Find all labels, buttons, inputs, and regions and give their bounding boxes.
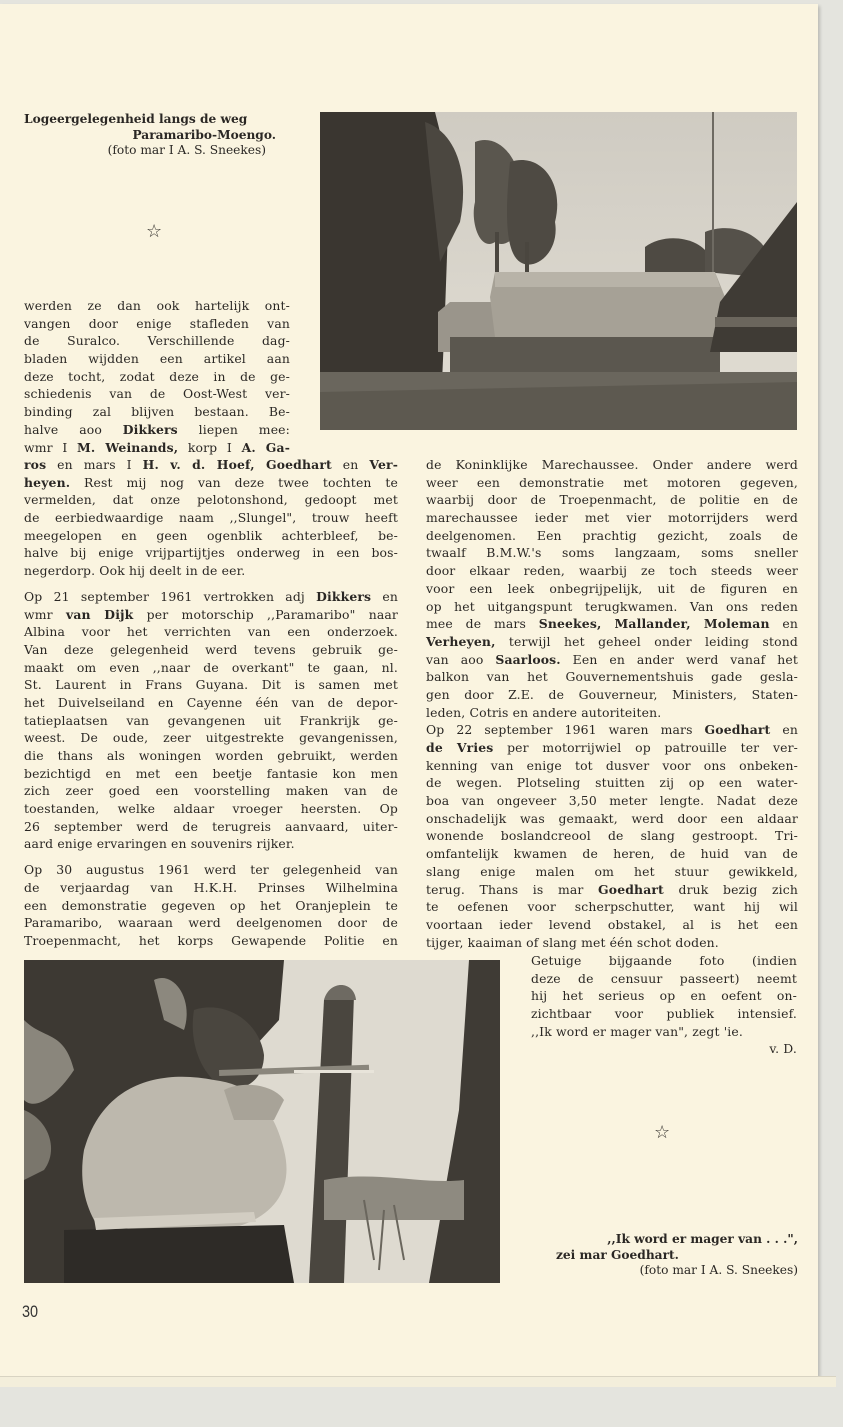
text-line	[426, 491, 798, 509]
text-run: zichtbaar voor publiek intensief.	[531, 1006, 797, 1022]
text-run: omfantelijk kwamen de heren, de huid van de	[426, 846, 798, 862]
text-run: wonende boslandcreool de slang gestroopt. Tri-	[426, 828, 798, 844]
text-line	[24, 818, 398, 836]
text-run: bezichtigd en met een beetje fantasie kon men	[24, 765, 398, 781]
text-run: Albina voor het verrichten van een onderzoek.	[24, 624, 398, 640]
text-run: van aoo	[426, 651, 496, 667]
text-run: deelgenomen. Een prachtig gezicht, zoals de	[426, 527, 798, 543]
text-line	[24, 835, 398, 853]
text-run: en	[371, 588, 399, 604]
text-run: wmr I	[24, 439, 78, 455]
text-line	[24, 800, 398, 818]
text-run: korp I	[178, 439, 242, 455]
text-line	[426, 633, 798, 651]
text-run: tatieplaatsen van gevangenen uit Frankrijk ge-	[24, 712, 398, 728]
caption-photo-credit: (foto mar I A. S. Sneekes)	[107, 143, 266, 157]
text-line	[531, 1040, 797, 1058]
text-run: 26 september werd de terugreis aanvaard, uiter-	[24, 818, 398, 834]
text-run: halve aoo	[24, 421, 123, 437]
bold-name: Saarloos.	[495, 651, 561, 667]
text-run: liepen mee:	[177, 421, 290, 437]
text-run: balkon van het Gouvernementshuis gade gesla-	[426, 669, 798, 685]
text-run: binding zal blijven bestaan. Be-	[24, 404, 290, 420]
text-line	[426, 881, 798, 899]
text-line	[426, 827, 798, 845]
text-run: marechaussee ieder met vier motorrijders werd	[426, 510, 798, 526]
text-line	[24, 509, 398, 527]
text-line	[531, 987, 797, 1005]
text-run: terwijl het geheel onder leiding stond	[495, 633, 798, 649]
text-line	[24, 606, 398, 624]
text-run: negerdorp. Ook hij deelt in de eer.	[24, 563, 246, 579]
text-line	[426, 757, 798, 775]
text-run: die thans als woningen worden gebruikt, werden	[24, 748, 398, 763]
text-line	[24, 332, 290, 350]
text-line	[426, 934, 798, 952]
text-line	[24, 474, 398, 492]
text-run: Troepenmacht, het korps Gewapende Politie en	[24, 932, 398, 948]
bold-name: Goedhart	[598, 881, 664, 897]
text-run: de wegen. Plotseling stuitten zij op een water-	[426, 775, 798, 791]
text-run: door elkaar reden, waarbij ze toch steeds weer	[426, 563, 798, 579]
text-run: deze de censuur passeert) neemt	[531, 970, 797, 986]
bold-name: Dikkers	[316, 588, 372, 604]
text-line	[426, 898, 798, 916]
text-line	[426, 598, 798, 616]
text-run: twaalf B.M.W.'s soms langzaam, soms sneller	[426, 545, 798, 561]
bold-name: van Dijk	[65, 606, 134, 622]
text-run: per motorrijwiel op patrouille ter ver-	[493, 740, 798, 755]
text-line	[426, 668, 798, 686]
bold-name: A. Ga-	[241, 439, 291, 455]
text-line	[426, 686, 798, 704]
text-line	[24, 853, 398, 861]
text-run: halve bij enige vrijpartijtjes onderweg in een bos-	[24, 545, 398, 561]
text-line	[24, 544, 398, 562]
text-run: het Duivelseiland en Cayenne één van de depor-	[24, 694, 398, 710]
text-line	[24, 297, 290, 315]
text-line	[531, 1023, 797, 1041]
text-run: Paramaribo, waaraan werd deelgenomen door de	[24, 915, 398, 931]
text-run: terug. Thans is mar	[426, 881, 599, 897]
text-run: hij het serieus op en oefent on-	[531, 988, 797, 1004]
text-run: deze tocht, zodat deze in de ge-	[24, 368, 290, 384]
text-line	[24, 456, 398, 474]
text-line	[426, 916, 798, 934]
top-photo-caption	[24, 112, 276, 159]
article-text-right-narrow	[531, 952, 797, 1058]
text-line	[426, 774, 798, 792]
text-line	[531, 970, 797, 988]
text-line	[24, 897, 398, 915]
text-run: schiedenis van de Oost-West ver-	[24, 386, 290, 402]
text-line	[24, 580, 398, 588]
text-run: de Suralco. Verschillende dag-	[24, 333, 290, 349]
text-line	[426, 704, 798, 722]
text-run: werden ze dan ook hartelijk ont-	[24, 298, 290, 313]
text-run: ,,Ik word er mager van", zegt 'ie.	[531, 1023, 743, 1039]
text-line	[24, 694, 398, 712]
bold-name: H. v. d. Hoef, Goedhart	[142, 457, 332, 472]
text-run: en	[770, 722, 799, 738]
text-line	[24, 879, 398, 897]
caption-line: ,,Ik word er mager van . . .",	[607, 1232, 798, 1246]
photo-lodging-huts	[320, 112, 797, 430]
bottom-photo-caption	[556, 1232, 798, 1279]
text-run: zich zeer goed een voorstelling maken van de	[24, 783, 398, 799]
text-line	[24, 350, 290, 368]
text-run: kenning van enige tot dusver voor ons onbeken-	[426, 757, 798, 773]
text-line	[24, 914, 398, 932]
text-line	[426, 739, 798, 757]
text-line	[24, 712, 398, 730]
text-run: maakt om even ,,naar de overkant" te gaan, nl.	[24, 659, 398, 675]
text-line	[24, 588, 398, 606]
text-run: en	[331, 457, 370, 472]
text-run: voortaan ieder levend obstakel, al is het een	[426, 916, 798, 932]
text-run: vangen door enige stafleden van	[24, 315, 290, 331]
caption-line: zei mar Goedhart.	[556, 1247, 679, 1262]
text-line	[24, 623, 398, 641]
star-divider-icon: ☆	[654, 1122, 671, 1143]
text-line	[426, 792, 798, 810]
text-line	[24, 385, 290, 403]
bold-name: Dikkers	[122, 421, 178, 437]
text-run: druk bezig zich	[663, 881, 798, 897]
text-line	[24, 491, 398, 509]
text-line	[426, 509, 798, 527]
text-line	[24, 747, 398, 765]
text-line	[24, 659, 398, 677]
text-line	[24, 782, 398, 800]
text-line	[24, 676, 398, 694]
article-text-left	[24, 456, 398, 950]
photo-marine-aiming-rifle-image	[24, 960, 500, 1283]
text-run: op het uitgangspunt terugkwamen. Van ons reden	[426, 598, 798, 614]
text-line	[426, 580, 798, 598]
text-run: en mars I	[46, 457, 143, 472]
text-run: Op 30 augustus 1961 werd ter gelegenheid van	[24, 862, 398, 878]
text-run: per motorschip ,,Paramaribo" naar	[133, 606, 398, 622]
article-text-right	[426, 456, 798, 951]
text-run: boa van ongeveer 3,50 meter lengte. Nadat deze	[426, 793, 798, 809]
text-line	[24, 527, 398, 545]
text-line	[24, 315, 290, 333]
text-run: en	[769, 616, 799, 632]
page-edge	[0, 1376, 836, 1387]
text-run: onschadelijk was gemaakt, werd door een aldaar	[426, 810, 798, 826]
bold-name: heyen.	[24, 474, 71, 490]
text-run: Op 22 september 1961 waren mars	[426, 722, 705, 738]
bold-name: de Vries	[426, 740, 494, 755]
photo-marine-aiming-rifle	[24, 960, 500, 1283]
bold-name: M. Weinands,	[77, 439, 179, 455]
text-run: weest. De oude, zeer uitgestrekte gevangenissen,	[24, 730, 398, 746]
text-line	[24, 932, 398, 950]
text-line	[426, 810, 798, 828]
text-run: wmr	[24, 606, 66, 622]
text-line	[426, 863, 798, 881]
text-run: v. D.	[769, 1041, 797, 1057]
text-line	[426, 845, 798, 863]
article-text-left-narrow	[24, 297, 290, 456]
text-line	[24, 562, 398, 580]
text-run: gen door Z.E. de Gouverneur, Ministers, Staten-	[426, 686, 798, 702]
bold-name: Goedhart	[704, 722, 771, 738]
text-line	[24, 641, 398, 659]
text-line	[24, 421, 290, 439]
bold-name: Verheyen,	[426, 633, 496, 649]
caption-line: Paramaribo-Moengo.	[132, 127, 276, 142]
text-line	[24, 368, 290, 386]
text-line	[426, 456, 798, 474]
text-run: voor een leek onbegrijpelijk, uit de figuren en	[426, 580, 798, 596]
text-run: Rest mij nog van deze twee tochten te	[70, 474, 398, 490]
text-run: bladen wijdden een artikel aan	[24, 351, 290, 367]
photo-lodging-huts-image	[320, 112, 797, 430]
text-line	[24, 729, 398, 747]
text-run: tijger, kaaiman of slang met één schot doden.	[426, 934, 719, 950]
text-run: de Koninklijke Marechaussee. Onder andere werd	[426, 457, 798, 472]
text-line	[24, 765, 398, 783]
text-line	[531, 1005, 797, 1023]
text-run: Op 21 september 1961 vertrokken adj	[24, 588, 317, 604]
text-line	[426, 615, 798, 633]
bold-name: Sneekes, Mallander, Moleman	[538, 616, 770, 632]
text-line	[24, 439, 290, 457]
bold-name: ros	[24, 457, 47, 472]
text-line	[426, 527, 798, 545]
caption-photo-credit: (foto mar I A. S. Sneekes)	[639, 1263, 798, 1277]
text-run: Van deze gelegenheid werd tevens gebruik ge-	[24, 641, 398, 657]
text-run: de verjaardag van H.K.H. Prinses Wilhelmina	[24, 879, 398, 895]
text-line	[426, 544, 798, 562]
text-run: Getuige bijgaande foto (indien	[531, 953, 797, 968]
text-line	[426, 651, 798, 669]
text-run: slang enige malen om het stuur gewikkeld,	[426, 863, 798, 879]
text-line	[24, 403, 290, 421]
text-run: toestanden, welke aldaar vroeger heersten. Op	[24, 801, 398, 817]
text-line	[426, 721, 798, 739]
caption-line: Logeergelegenheid langs de weg	[24, 112, 248, 126]
text-run: aard enige ervaringen en souvenirs rijker.	[24, 836, 295, 852]
text-run: Een en ander werd vanaf het	[560, 651, 798, 667]
text-run: mee de mars	[426, 616, 539, 632]
text-line	[426, 562, 798, 580]
text-line	[24, 861, 398, 879]
text-run: meegelopen en geen ogenblik achterbleef, be-	[24, 527, 398, 543]
text-line	[531, 952, 797, 970]
text-run: St. Laurent in Frans Guyana. Dit is samen met	[24, 677, 398, 693]
text-run: de eerbiedwaardige naam ,,Slungel", trouw heeft	[24, 510, 398, 526]
text-run: een demonstratie gegeven op het Oranjeplein te	[24, 897, 398, 913]
bold-name: Ver-	[369, 457, 398, 472]
text-run: waarbij door de Troepenmacht, de politie en de	[426, 492, 798, 508]
text-run: leden, Cotris en andere autoriteiten.	[426, 704, 662, 720]
star-divider-icon: ☆	[146, 221, 163, 242]
text-run: vermelden, dat onze pelotonshond, gedoopt met	[24, 492, 398, 508]
text-run: te oefenen voor scherpschutter, want hij wil	[426, 899, 798, 915]
page-number: 30	[22, 1302, 39, 1321]
text-run: weer een demonstratie met motoren gegeven,	[426, 474, 798, 490]
text-line	[426, 474, 798, 492]
